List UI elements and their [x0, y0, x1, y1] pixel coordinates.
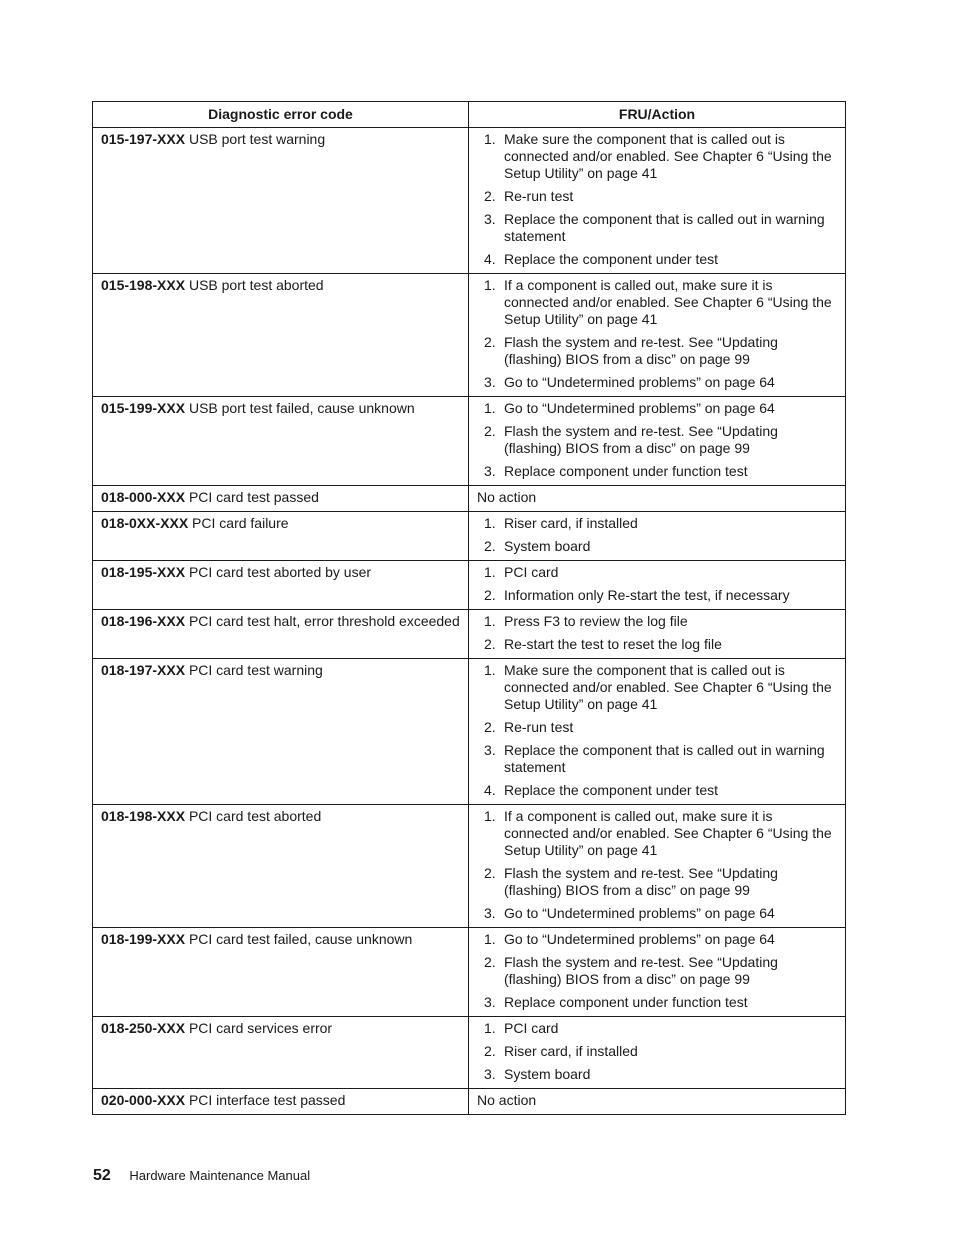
step-text: Replace the component that is called out in warning statement [504, 211, 825, 244]
error-description: PCI card test warning [185, 662, 323, 678]
step-text: Make sure the component that is called out is connected and/or enabled. See Chapter 6 “Using the Setup Utility” on page 41 [504, 131, 832, 181]
fru-action-cell [469, 128, 846, 274]
step-number: 1. [484, 1020, 496, 1036]
action-step [477, 251, 839, 268]
table-row [93, 397, 846, 486]
page-footer [93, 1166, 310, 1186]
table-header-row [93, 102, 846, 128]
error-description: PCI card test passed [185, 489, 319, 505]
step-text: Flash the system and re-test. See “Updating (flashing) BIOS from a disc” on page 99 [504, 423, 778, 456]
error-description: USB port test aborted [185, 277, 324, 293]
error-code-cell [93, 805, 469, 928]
action-step [477, 515, 839, 532]
step-number: 2. [484, 636, 496, 652]
action-step [477, 538, 839, 555]
step-text: Re-run test [504, 188, 574, 204]
step-number: 3. [484, 742, 496, 758]
table-row [93, 805, 846, 928]
table-row [93, 1017, 846, 1089]
step-text: Re-start the test to reset the log file [504, 636, 722, 652]
step-number: 2. [484, 423, 496, 439]
step-number: 2. [484, 587, 496, 603]
fru-action-cell [469, 1017, 846, 1089]
manual-title: Hardware Maintenance Manual [129, 1168, 311, 1183]
action-step [477, 423, 839, 457]
action-step [477, 954, 839, 988]
fru-action-cell [469, 512, 846, 561]
error-code: 020-000-XXX [101, 1092, 186, 1108]
step-number: 2. [484, 188, 496, 204]
action-step [477, 931, 839, 948]
action-step [477, 994, 839, 1011]
fru-action-cell [469, 486, 846, 512]
step-number: 4. [484, 782, 496, 798]
error-code-cell [93, 128, 469, 274]
step-number: 3. [484, 994, 496, 1010]
action-step [477, 662, 839, 713]
action-step [477, 905, 839, 922]
step-number: 1. [484, 808, 496, 824]
step-number: 1. [484, 277, 496, 293]
error-code: 018-250-XXX [101, 1020, 186, 1036]
error-code-cell [93, 512, 469, 561]
step-text: System board [504, 1066, 591, 1082]
error-code: 015-198-XXX [101, 277, 186, 293]
table-row [93, 659, 846, 805]
action-steps [477, 564, 839, 604]
action-step [477, 587, 839, 604]
no-action-text: No action [477, 1092, 537, 1108]
action-step [477, 613, 839, 630]
step-text: If a component is called out, make sure it is connected and/or enabled. See Chapter 6 “Using the Setup Utility” on page 41 [504, 277, 832, 327]
diagnostic-error-table [92, 101, 846, 1115]
page-number: 52 [93, 1167, 111, 1184]
step-number: 1. [484, 613, 496, 629]
step-text: Go to “Undetermined problems” on page 64 [504, 400, 775, 416]
step-text: Go to “Undetermined problems” on page 64 [504, 905, 775, 921]
action-step [477, 782, 839, 799]
action-steps [477, 613, 839, 653]
step-number: 2. [484, 538, 496, 554]
action-step [477, 808, 839, 859]
step-number: 1. [484, 931, 496, 947]
step-text: Go to “Undetermined problems” on page 64 [504, 931, 775, 947]
error-code-cell [93, 561, 469, 610]
action-step [477, 636, 839, 653]
step-number: 3. [484, 463, 496, 479]
action-steps [477, 400, 839, 480]
error-code: 015-199-XXX [101, 400, 186, 416]
error-description: USB port test failed, cause unknown [185, 400, 415, 416]
no-action-text: No action [477, 489, 537, 505]
step-text: If a component is called out, make sure it is connected and/or enabled. See Chapter 6 “Using the Setup Utility” on page 41 [504, 808, 832, 858]
step-text: System board [504, 538, 591, 554]
step-number: 4. [484, 251, 496, 267]
action-step [477, 742, 839, 776]
fru-action-cell [469, 1089, 846, 1115]
step-number: 1. [484, 131, 496, 147]
step-text: Re-run test [504, 719, 574, 735]
action-step [477, 1020, 839, 1037]
table-row [93, 512, 846, 561]
step-text: Go to “Undetermined problems” on page 64 [504, 374, 775, 390]
step-number: 1. [484, 564, 496, 580]
error-code-cell [93, 1089, 469, 1115]
error-description: PCI card failure [188, 515, 289, 531]
error-code: 018-196-XXX [101, 613, 186, 629]
error-description: PCI card test failed, cause unknown [185, 931, 413, 947]
error-code: 018-0XX-XXX [101, 515, 189, 531]
step-number: 3. [484, 1066, 496, 1082]
action-steps [477, 662, 839, 799]
action-step [477, 277, 839, 328]
error-code: 018-197-XXX [101, 662, 186, 678]
step-number: 2. [484, 865, 496, 881]
step-number: 3. [484, 374, 496, 390]
fru-action-cell [469, 805, 846, 928]
step-number: 2. [484, 954, 496, 970]
step-text: Flash the system and re-test. See “Updating (flashing) BIOS from a disc” on page 99 [504, 334, 778, 367]
step-text: PCI card [504, 1020, 559, 1036]
error-code: 018-199-XXX [101, 931, 186, 947]
table-row [93, 561, 846, 610]
action-step [477, 188, 839, 205]
action-steps [477, 931, 839, 1011]
action-step [477, 1066, 839, 1083]
error-description: PCI card test aborted by user [185, 564, 372, 580]
step-text: Replace component under function test [504, 994, 748, 1010]
action-steps [477, 808, 839, 922]
step-text: Make sure the component that is called out is connected and/or enabled. See Chapter 6 “Using the Setup Utility” on page 41 [504, 662, 832, 712]
step-text: Riser card, if installed [504, 515, 638, 531]
column-header-fru-action: FRU/Action [469, 102, 846, 128]
fru-action-cell [469, 610, 846, 659]
error-code-cell [93, 659, 469, 805]
error-code: 018-195-XXX [101, 564, 186, 580]
action-step [477, 374, 839, 391]
fru-action-cell [469, 928, 846, 1017]
fru-action-cell [469, 274, 846, 397]
fru-action-cell [469, 659, 846, 805]
error-description: USB port test warning [185, 131, 326, 147]
table-row [93, 274, 846, 397]
column-header-error-code: Diagnostic error code [93, 102, 469, 128]
step-text: Flash the system and re-test. See “Updating (flashing) BIOS from a disc” on page 99 [504, 954, 778, 987]
fru-action-cell [469, 397, 846, 486]
step-number: 1. [484, 515, 496, 531]
action-step [477, 463, 839, 480]
error-code-cell [93, 486, 469, 512]
error-code-cell [93, 1017, 469, 1089]
step-number: 3. [484, 211, 496, 227]
action-step [477, 334, 839, 368]
step-text: Flash the system and re-test. See “Updating (flashing) BIOS from a disc” on page 99 [504, 865, 778, 898]
error-code-cell [93, 274, 469, 397]
step-number: 3. [484, 905, 496, 921]
action-step [477, 211, 839, 245]
action-step [477, 131, 839, 182]
action-step [477, 400, 839, 417]
table-row [93, 610, 846, 659]
error-code-cell [93, 610, 469, 659]
action-step [477, 1043, 839, 1060]
step-text: Replace component under function test [504, 463, 748, 479]
error-code: 018-198-XXX [101, 808, 186, 824]
error-code-cell [93, 397, 469, 486]
step-text: Replace the component that is called out in warning statement [504, 742, 825, 775]
step-number: 2. [484, 334, 496, 350]
step-text: Replace the component under test [504, 782, 719, 798]
fru-action-cell [469, 561, 846, 610]
error-description: PCI card test halt, error threshold exceeded [185, 613, 460, 629]
action-steps [477, 131, 839, 268]
action-step [477, 564, 839, 581]
error-description: PCI card services error [185, 1020, 333, 1036]
action-step [477, 865, 839, 899]
step-text: Replace the component under test [504, 251, 719, 267]
step-number: 2. [484, 719, 496, 735]
table-row [93, 1089, 846, 1115]
step-text: Riser card, if installed [504, 1043, 638, 1059]
error-description: PCI card test aborted [185, 808, 322, 824]
error-description: PCI interface test passed [185, 1092, 346, 1108]
action-steps [477, 515, 839, 555]
table-row [93, 928, 846, 1017]
table-row [93, 486, 846, 512]
step-text: PCI card [504, 564, 559, 580]
step-number: 2. [484, 1043, 496, 1059]
table-row [93, 128, 846, 274]
error-code-cell [93, 928, 469, 1017]
step-number: 1. [484, 662, 496, 678]
step-text: Information only Re-start the test, if necessary [504, 587, 790, 603]
action-step [477, 719, 839, 736]
action-steps [477, 1020, 839, 1083]
step-number: 1. [484, 400, 496, 416]
error-code: 015-197-XXX [101, 131, 186, 147]
error-code: 018-000-XXX [101, 489, 186, 505]
action-steps [477, 277, 839, 391]
step-text: Press F3 to review the log file [504, 613, 688, 629]
